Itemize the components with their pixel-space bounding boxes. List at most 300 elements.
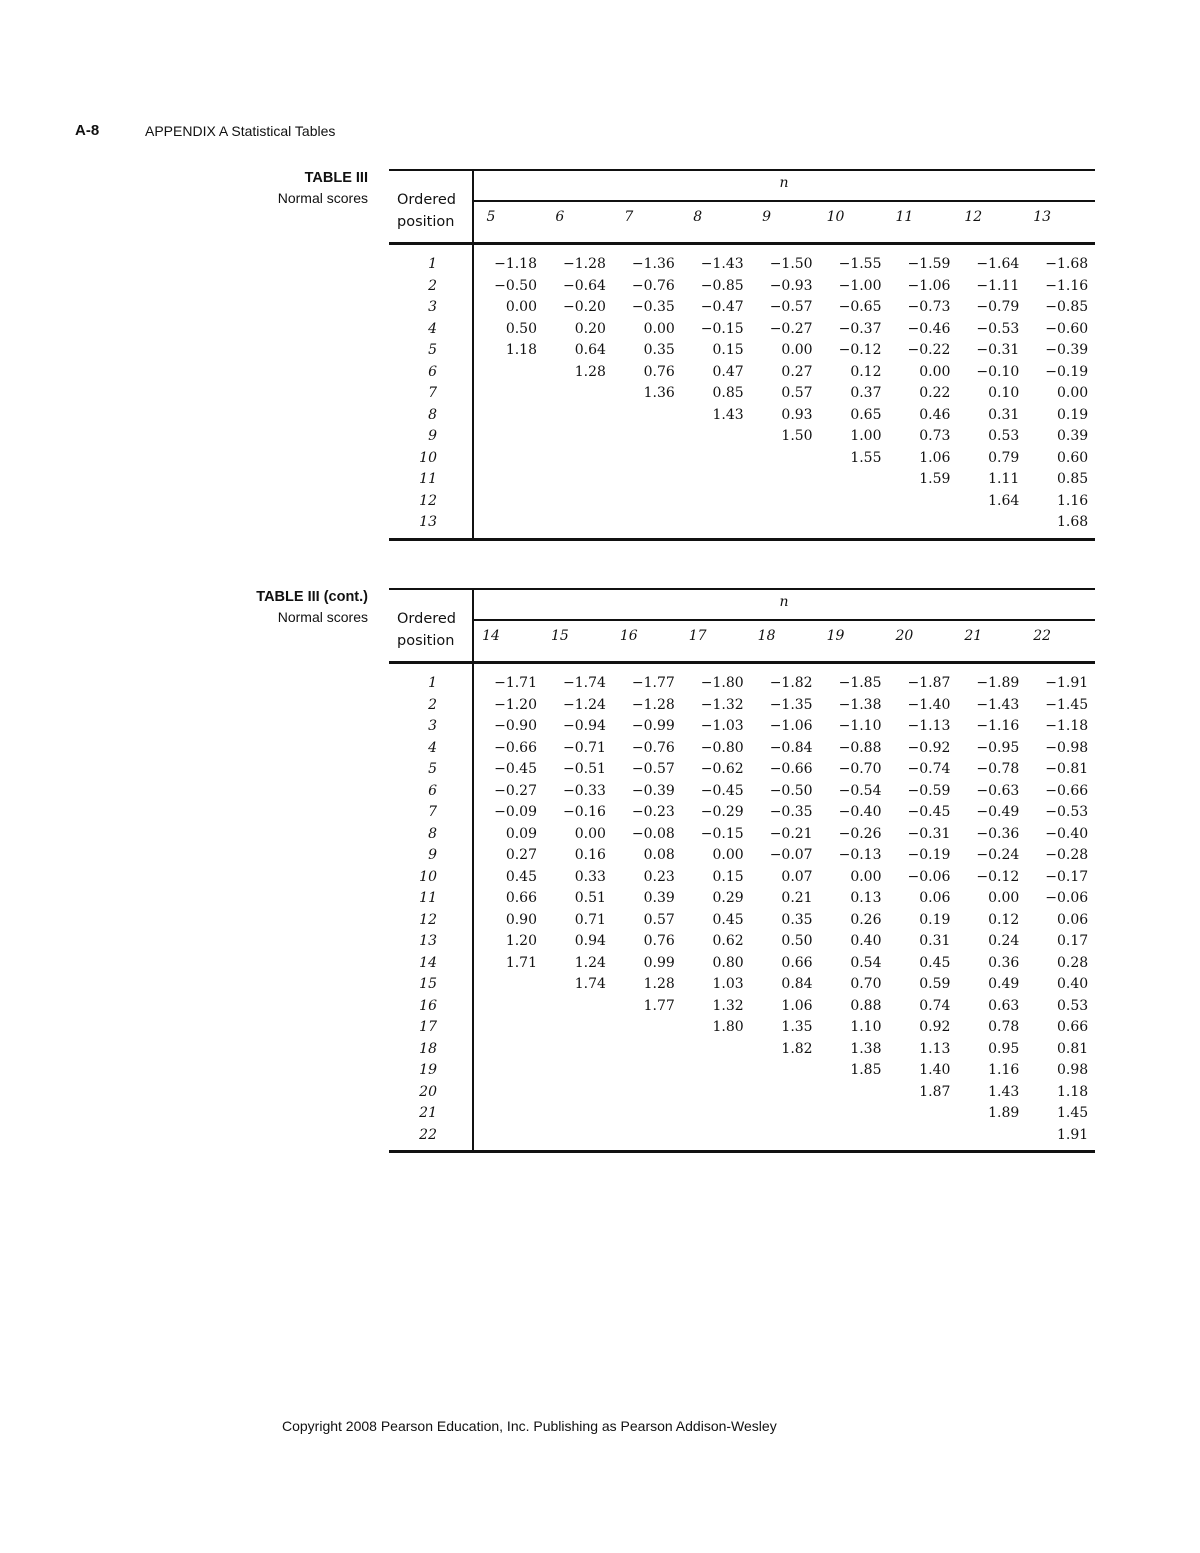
normal-score-cell: 1.87 bbox=[919, 1083, 951, 1100]
normal-score-cell: 1.82 bbox=[781, 1040, 813, 1057]
ordered-position: 18 bbox=[419, 1040, 437, 1057]
normal-score-cell: −1.20 bbox=[494, 696, 537, 713]
normal-score-cell: 0.16 bbox=[574, 847, 606, 863]
normal-score-cell: 1.55 bbox=[850, 449, 882, 466]
ordered-position: 16 bbox=[419, 997, 437, 1014]
table-row bbox=[389, 428, 1095, 450]
normal-score-cell: 0.57 bbox=[643, 911, 675, 928]
ordered-position: 2 bbox=[428, 277, 437, 294]
table-title: TABLE III (cont.) bbox=[256, 589, 368, 605]
normal-score-cell: −1.06 bbox=[907, 277, 951, 294]
normal-scores-table-cont bbox=[389, 588, 1095, 1153]
ordered-position: 3 bbox=[428, 718, 437, 734]
normal-score-cell: 0.47 bbox=[712, 363, 744, 380]
table-row bbox=[389, 299, 1095, 321]
normal-score-cell: 0.00 bbox=[919, 363, 951, 380]
normal-score-cell: 1.71 bbox=[505, 954, 537, 971]
normal-score-cell: 0.49 bbox=[988, 976, 1020, 992]
normal-score-cell: 1.10 bbox=[850, 1019, 882, 1035]
normal-score-cell: −0.29 bbox=[700, 804, 744, 820]
normal-score-cell: −0.71 bbox=[562, 739, 606, 756]
normal-score-cell: −0.70 bbox=[838, 761, 882, 777]
normal-score-cell: −1.18 bbox=[1045, 718, 1089, 734]
normal-score-cell: 0.85 bbox=[1057, 471, 1089, 487]
table-row bbox=[389, 976, 1095, 998]
normal-score-cell: −0.92 bbox=[907, 739, 951, 756]
normal-score-cell: 1.77 bbox=[643, 997, 675, 1014]
normal-score-cell: 1.28 bbox=[643, 976, 675, 992]
n-label: n bbox=[779, 175, 789, 191]
normal-score-cell: −0.60 bbox=[1045, 320, 1089, 337]
normal-score-cell: 1.06 bbox=[919, 449, 951, 466]
normal-score-cell: −0.84 bbox=[769, 739, 813, 756]
normal-score-cell: 0.62 bbox=[712, 933, 744, 949]
normal-score-cell: 1.45 bbox=[1057, 1105, 1089, 1121]
normal-score-cell: 0.79 bbox=[988, 449, 1020, 466]
normal-score-cell: −0.94 bbox=[562, 718, 606, 734]
column-header-n: 6 bbox=[555, 209, 565, 225]
table-row bbox=[389, 869, 1095, 891]
table-row bbox=[389, 256, 1095, 278]
normal-score-cell: 0.40 bbox=[850, 933, 882, 949]
table-row bbox=[389, 1041, 1095, 1063]
n-rule bbox=[473, 619, 1095, 621]
ordered-position: 17 bbox=[419, 1019, 437, 1035]
normal-score-cell: −0.08 bbox=[631, 825, 675, 842]
normal-score-cell: 0.20 bbox=[574, 320, 606, 337]
normal-score-cell: −1.03 bbox=[700, 718, 744, 734]
table-row bbox=[389, 1127, 1095, 1149]
normal-score-cell: −0.16 bbox=[562, 804, 606, 820]
copyright-notice: Copyright 2008 Pearson Education, Inc. Publishing as Pearson Addison-Wesley bbox=[282, 1418, 777, 1434]
normal-score-cell: 0.13 bbox=[850, 890, 882, 906]
normal-score-cell: −0.40 bbox=[1045, 825, 1089, 842]
page-number: A-8 bbox=[75, 122, 100, 139]
normal-score-cell: −1.43 bbox=[976, 696, 1020, 713]
normal-score-cell: 0.09 bbox=[505, 825, 537, 842]
normal-score-cell: −0.64 bbox=[562, 277, 606, 294]
normal-score-cell: −0.95 bbox=[976, 739, 1020, 756]
table-row bbox=[389, 342, 1095, 364]
normal-score-cell: 0.65 bbox=[850, 406, 882, 423]
ordered-position: 11 bbox=[419, 890, 437, 906]
column-header-n: 14 bbox=[482, 628, 500, 644]
normal-score-cell: −1.10 bbox=[838, 718, 882, 734]
normal-score-cell: −0.88 bbox=[838, 739, 882, 756]
normal-score-cell: 1.20 bbox=[505, 933, 537, 949]
normal-score-cell: 1.35 bbox=[781, 1019, 813, 1035]
normal-score-cell: 0.00 bbox=[850, 868, 882, 885]
ordered-position: 19 bbox=[419, 1062, 437, 1078]
normal-score-cell: 0.73 bbox=[919, 428, 951, 444]
normal-score-cell: −0.40 bbox=[838, 804, 882, 820]
n-label: n bbox=[779, 594, 789, 610]
normal-score-cell: −0.51 bbox=[562, 761, 606, 777]
normal-score-cell: −1.28 bbox=[631, 696, 675, 713]
ordered-position: 13 bbox=[419, 514, 437, 530]
normal-score-cell: −0.12 bbox=[838, 342, 882, 358]
normal-score-cell: −1.71 bbox=[494, 675, 537, 691]
normal-score-cell: 0.12 bbox=[850, 363, 882, 380]
normal-score-cell: 0.31 bbox=[919, 933, 951, 949]
ordered-position: 8 bbox=[428, 406, 437, 423]
normal-score-cell: −1.16 bbox=[1045, 277, 1089, 294]
normal-score-cell: 0.63 bbox=[988, 997, 1020, 1014]
normal-score-cell: −1.77 bbox=[631, 675, 675, 691]
normal-score-cell: −0.78 bbox=[976, 761, 1020, 777]
normal-score-cell: 1.13 bbox=[919, 1040, 951, 1057]
table-row bbox=[389, 1084, 1095, 1106]
normal-score-cell: −0.54 bbox=[838, 782, 882, 799]
normal-score-cell: 0.51 bbox=[574, 890, 606, 906]
normal-score-cell: 0.66 bbox=[781, 954, 813, 971]
column-header-n: 17 bbox=[688, 628, 707, 644]
normal-score-cell: 1.43 bbox=[712, 406, 744, 423]
column-header-n: 13 bbox=[1033, 209, 1052, 225]
normal-score-cell: 1.24 bbox=[574, 954, 606, 971]
normal-score-cell: 1.18 bbox=[505, 342, 537, 358]
normal-score-cell: −0.36 bbox=[976, 825, 1020, 842]
normal-score-cell: −0.79 bbox=[976, 299, 1020, 315]
table-row bbox=[389, 998, 1095, 1020]
table-row bbox=[389, 955, 1095, 977]
normal-score-cell: 1.03 bbox=[712, 976, 744, 992]
normal-score-cell: 0.71 bbox=[574, 911, 606, 928]
header-rule bbox=[389, 242, 1095, 245]
normal-score-cell: 0.81 bbox=[1057, 1040, 1089, 1057]
normal-score-cell: 0.35 bbox=[643, 342, 675, 358]
normal-score-cell: −1.80 bbox=[700, 675, 744, 691]
ordered-position: 12 bbox=[419, 911, 437, 928]
normal-score-cell: 0.22 bbox=[919, 385, 951, 401]
column-header-n: 7 bbox=[624, 209, 634, 225]
table-row bbox=[389, 321, 1095, 343]
normal-score-cell: 1.16 bbox=[1057, 492, 1089, 509]
normal-score-cell: −0.39 bbox=[1045, 342, 1089, 358]
normal-score-cell: 0.29 bbox=[712, 890, 744, 906]
normal-score-cell: 0.27 bbox=[781, 363, 813, 380]
normal-score-cell: 0.57 bbox=[781, 385, 813, 401]
normal-score-cell: 0.00 bbox=[781, 342, 813, 358]
normal-score-cell: 0.76 bbox=[643, 933, 675, 949]
normal-score-cell: 0.15 bbox=[712, 868, 744, 885]
table-row bbox=[389, 450, 1095, 472]
normal-score-cell: −1.13 bbox=[907, 718, 951, 734]
normal-score-cell: 0.00 bbox=[643, 320, 675, 337]
table-row bbox=[389, 826, 1095, 848]
column-header-n: 22 bbox=[1033, 628, 1052, 644]
normal-score-cell: 1.80 bbox=[712, 1019, 744, 1035]
normal-score-cell: −0.19 bbox=[1045, 363, 1089, 380]
normal-score-cell: 0.64 bbox=[574, 342, 606, 358]
table-caption bbox=[278, 168, 368, 208]
normal-score-cell: −1.11 bbox=[976, 277, 1020, 294]
normal-score-cell: −1.00 bbox=[838, 277, 882, 294]
normal-score-cell: −0.62 bbox=[700, 761, 744, 777]
table-row bbox=[389, 407, 1095, 429]
header-rule bbox=[389, 661, 1095, 664]
table-row bbox=[389, 912, 1095, 934]
normal-score-cell: 1.06 bbox=[781, 997, 813, 1014]
normal-score-cell: −0.65 bbox=[838, 299, 882, 315]
normal-score-cell: −1.59 bbox=[907, 256, 951, 272]
normal-score-cell: 1.18 bbox=[1057, 1083, 1089, 1100]
normal-score-cell: −1.74 bbox=[562, 675, 606, 691]
normal-score-cell: 0.94 bbox=[574, 933, 606, 949]
normal-score-cell: 0.80 bbox=[712, 954, 744, 971]
normal-score-cell: 0.53 bbox=[1057, 997, 1089, 1014]
normal-score-cell: 0.37 bbox=[850, 385, 882, 401]
normal-score-cell: −0.73 bbox=[907, 299, 951, 315]
column-header-n: 8 bbox=[693, 209, 703, 225]
top-rule bbox=[389, 588, 1095, 590]
ordered-position: 15 bbox=[419, 976, 437, 992]
normal-score-cell: 1.91 bbox=[1057, 1126, 1089, 1143]
ordered-position: 6 bbox=[428, 782, 437, 799]
normal-score-cell: −0.49 bbox=[976, 804, 1020, 820]
table-row bbox=[389, 804, 1095, 826]
table-title: TABLE III bbox=[304, 170, 368, 186]
normal-score-cell: −0.45 bbox=[700, 782, 744, 799]
normal-score-cell: 1.36 bbox=[643, 385, 675, 401]
normal-score-cell: 1.38 bbox=[850, 1040, 882, 1057]
normal-scores-table bbox=[389, 169, 1095, 541]
table-row bbox=[389, 675, 1095, 697]
ordered-position: 13 bbox=[419, 933, 437, 949]
column-header-n: 15 bbox=[550, 628, 569, 644]
normal-score-cell: −0.35 bbox=[769, 804, 813, 820]
ordered-label: Ordered bbox=[397, 192, 457, 208]
normal-score-cell: −0.33 bbox=[562, 782, 606, 799]
ordered-position: 9 bbox=[428, 428, 437, 444]
normal-score-cell: 0.54 bbox=[850, 954, 882, 971]
normal-score-cell: 1.85 bbox=[850, 1062, 882, 1078]
normal-score-cell: 0.93 bbox=[781, 406, 813, 423]
column-header-n: 21 bbox=[964, 628, 983, 644]
ordered-position-header bbox=[397, 189, 456, 233]
normal-score-cell: 0.24 bbox=[988, 933, 1020, 949]
normal-score-cell: −0.31 bbox=[976, 342, 1020, 358]
ordered-position: 10 bbox=[419, 449, 437, 466]
normal-score-cell: 1.11 bbox=[988, 471, 1020, 487]
normal-score-cell: −1.32 bbox=[700, 696, 744, 713]
column-header-n: 10 bbox=[826, 209, 845, 225]
column-header-n: 20 bbox=[895, 628, 914, 644]
normal-score-cell: 0.00 bbox=[988, 890, 1020, 906]
table-row bbox=[389, 761, 1095, 783]
normal-score-cell: 0.33 bbox=[574, 868, 606, 885]
normal-score-cell: 1.89 bbox=[988, 1105, 1020, 1121]
normal-score-cell: 1.59 bbox=[919, 471, 951, 487]
normal-score-cell: −0.98 bbox=[1045, 739, 1089, 756]
normal-score-cell: −0.80 bbox=[700, 739, 744, 756]
normal-score-cell: −0.37 bbox=[838, 320, 882, 337]
column-header-n: 19 bbox=[826, 628, 845, 644]
table-row bbox=[389, 890, 1095, 912]
normal-score-cell: 1.28 bbox=[574, 363, 606, 380]
table-row bbox=[389, 933, 1095, 955]
normal-score-cell: −0.76 bbox=[631, 277, 675, 294]
normal-score-cell: −1.64 bbox=[976, 256, 1020, 272]
table-row bbox=[389, 740, 1095, 762]
ordered-position: 8 bbox=[428, 825, 437, 842]
normal-score-cell: −1.40 bbox=[907, 696, 951, 713]
table-row bbox=[389, 385, 1095, 407]
column-header-n: 12 bbox=[964, 209, 983, 225]
column-header-n: 16 bbox=[619, 628, 638, 644]
normal-score-cell: 1.74 bbox=[574, 976, 606, 992]
normal-score-cell: 0.26 bbox=[850, 911, 882, 928]
ordered-position-header bbox=[397, 608, 456, 652]
ordered-position: 4 bbox=[428, 320, 437, 337]
normal-score-cell: −0.12 bbox=[976, 868, 1020, 885]
table-row bbox=[389, 1062, 1095, 1084]
normal-score-cell: −0.09 bbox=[494, 804, 537, 820]
ordered-position: 9 bbox=[428, 847, 437, 863]
table-row bbox=[389, 783, 1095, 805]
column-header-n: 5 bbox=[486, 209, 496, 225]
normal-score-cell: 0.27 bbox=[505, 847, 537, 863]
normal-score-cell: −0.15 bbox=[700, 825, 744, 842]
table-row bbox=[389, 278, 1095, 300]
normal-score-cell: 0.00 bbox=[712, 847, 744, 863]
normal-score-cell: 0.45 bbox=[919, 954, 951, 971]
normal-score-cell: 0.00 bbox=[574, 825, 606, 842]
normal-score-cell: −0.90 bbox=[494, 718, 537, 734]
normal-score-cell: 0.66 bbox=[505, 890, 537, 906]
normal-score-cell: 1.64 bbox=[988, 492, 1020, 509]
normal-score-cell: −0.53 bbox=[1045, 804, 1089, 820]
normal-score-cell: 0.19 bbox=[919, 911, 951, 928]
normal-score-cell: 0.21 bbox=[781, 890, 813, 906]
ordered-position: 12 bbox=[419, 492, 437, 509]
normal-score-cell: 0.28 bbox=[1057, 954, 1089, 971]
position-label: position bbox=[397, 633, 455, 649]
normal-score-cell: −1.45 bbox=[1045, 696, 1089, 713]
normal-score-cell: −0.46 bbox=[907, 320, 951, 337]
normal-score-cell: −0.21 bbox=[769, 825, 813, 842]
normal-score-cell: −1.06 bbox=[769, 718, 813, 734]
normal-score-cell: −0.85 bbox=[700, 277, 744, 294]
normal-score-cell: −0.85 bbox=[1045, 299, 1089, 315]
ordered-position: 3 bbox=[428, 299, 437, 315]
ordered-position: 21 bbox=[419, 1105, 437, 1121]
normal-score-cell: −1.89 bbox=[976, 675, 1020, 691]
normal-score-cell: −0.66 bbox=[1045, 782, 1089, 799]
normal-score-cell: −0.57 bbox=[769, 299, 813, 315]
normal-score-cell: 0.74 bbox=[919, 997, 951, 1014]
normal-score-cell: 0.07 bbox=[781, 868, 813, 885]
normal-score-cell: 0.06 bbox=[919, 890, 951, 906]
bottom-rule bbox=[389, 538, 1095, 541]
normal-score-cell: 1.68 bbox=[1057, 514, 1089, 530]
ordered-position: 6 bbox=[428, 363, 437, 380]
normal-score-cell: −1.68 bbox=[1045, 256, 1089, 272]
table-row bbox=[389, 847, 1095, 869]
table-row bbox=[389, 697, 1095, 719]
normal-score-cell: 0.06 bbox=[1057, 911, 1089, 928]
normal-score-cell: 0.15 bbox=[712, 342, 744, 358]
normal-score-cell: 0.46 bbox=[919, 406, 951, 423]
normal-score-cell: −0.10 bbox=[976, 363, 1020, 380]
normal-score-cell: 0.50 bbox=[781, 933, 813, 949]
ordered-position: 11 bbox=[419, 471, 437, 487]
normal-score-cell: −0.66 bbox=[494, 739, 537, 756]
column-header-n: 18 bbox=[757, 628, 776, 644]
normal-score-cell: 1.16 bbox=[988, 1062, 1020, 1078]
normal-score-cell: 0.99 bbox=[643, 954, 675, 971]
normal-score-cell: 0.70 bbox=[850, 976, 882, 992]
table-row bbox=[389, 471, 1095, 493]
normal-score-cell: −0.50 bbox=[769, 782, 813, 799]
ordered-label: Ordered bbox=[397, 611, 457, 627]
normal-score-cell: −1.43 bbox=[700, 256, 744, 272]
normal-score-cell: 0.60 bbox=[1057, 449, 1089, 466]
normal-score-cell: −0.66 bbox=[769, 761, 813, 777]
normal-score-cell: 0.50 bbox=[505, 320, 537, 337]
normal-score-cell: 0.98 bbox=[1057, 1062, 1089, 1078]
ordered-position: 14 bbox=[419, 954, 437, 971]
normal-score-cell: −0.50 bbox=[494, 277, 537, 294]
normal-score-cell: 0.12 bbox=[988, 911, 1020, 928]
table-row bbox=[389, 1019, 1095, 1041]
ordered-position: 7 bbox=[428, 804, 437, 820]
normal-score-cell: 0.08 bbox=[643, 847, 675, 863]
normal-score-cell: −0.35 bbox=[631, 299, 675, 315]
normal-score-cell: −0.57 bbox=[631, 761, 675, 777]
normal-score-cell: −1.24 bbox=[562, 696, 606, 713]
normal-score-cell: 0.45 bbox=[505, 868, 537, 885]
normal-score-cell: −0.31 bbox=[907, 825, 951, 842]
normal-score-cell: 0.90 bbox=[505, 911, 537, 928]
normal-score-cell: −0.06 bbox=[907, 868, 951, 885]
normal-score-cell: 0.88 bbox=[850, 997, 882, 1014]
normal-score-cell: −1.38 bbox=[838, 696, 882, 713]
ordered-position: 1 bbox=[428, 256, 437, 272]
normal-score-cell: 0.39 bbox=[1057, 428, 1089, 444]
normal-score-cell: 0.36 bbox=[988, 954, 1020, 971]
normal-score-cell: 1.00 bbox=[850, 428, 882, 444]
normal-score-cell: −0.63 bbox=[976, 782, 1020, 799]
normal-score-cell: 0.59 bbox=[919, 976, 951, 992]
normal-score-cell: 1.40 bbox=[919, 1062, 951, 1078]
ordered-position: 22 bbox=[419, 1126, 437, 1143]
normal-score-cell: −0.27 bbox=[769, 320, 813, 337]
table-subtitle: Normal scores bbox=[277, 609, 368, 625]
appendix-title: APPENDIX A Statistical Tables bbox=[145, 123, 336, 139]
normal-score-cell: 0.00 bbox=[505, 299, 537, 315]
normal-score-cell: −0.45 bbox=[907, 804, 951, 820]
normal-score-cell: −0.24 bbox=[976, 847, 1020, 863]
normal-score-cell: −1.82 bbox=[769, 675, 813, 691]
normal-score-cell: 0.00 bbox=[1057, 385, 1089, 401]
normal-score-cell: −0.07 bbox=[769, 847, 813, 863]
normal-score-cell: −0.27 bbox=[494, 782, 537, 799]
normal-score-cell: 0.35 bbox=[781, 911, 813, 928]
normal-score-cell: −0.76 bbox=[631, 739, 675, 756]
normal-score-cell: −0.74 bbox=[907, 761, 951, 777]
normal-score-cell: −0.45 bbox=[494, 761, 537, 777]
normal-score-cell: 0.39 bbox=[643, 890, 675, 906]
normal-score-cell: −1.16 bbox=[976, 718, 1020, 734]
ordered-position: 2 bbox=[428, 696, 437, 713]
normal-score-cell: −0.26 bbox=[838, 825, 882, 842]
normal-score-cell: 1.43 bbox=[988, 1083, 1020, 1100]
column-header-n: 9 bbox=[762, 209, 772, 225]
table-row bbox=[389, 514, 1095, 536]
table-caption-cont bbox=[256, 587, 368, 627]
table-subtitle: Normal scores bbox=[277, 190, 368, 206]
